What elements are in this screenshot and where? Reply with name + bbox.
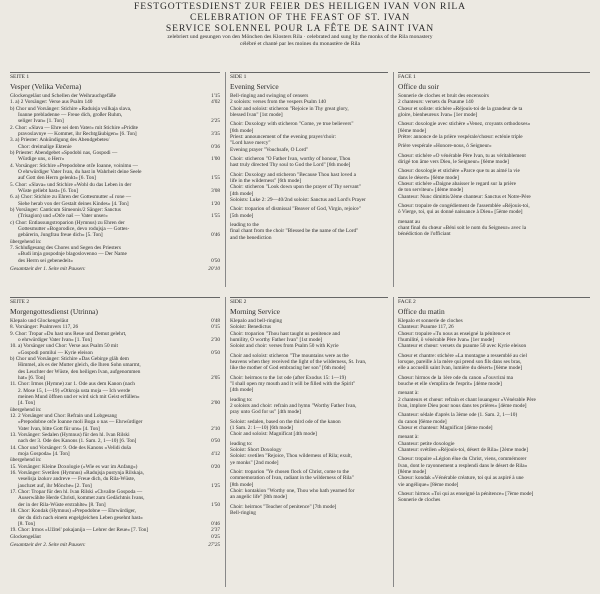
- track-line: [230, 235, 388, 241]
- track-text: der du dich nach einem engelgleichen Leben gesehnt hast«: [18, 514, 143, 521]
- column-divider: [393, 297, 394, 587]
- total-time: Gesamtzeit der 2. Seite mit Pausen: 27'25: [10, 541, 220, 548]
- track-text: übergehend in:: [10, 457, 42, 464]
- section-title: Evening Service: [230, 82, 279, 92]
- track-text: Choir: Doxology and sticheron "Because Thou hast loved a: [230, 171, 356, 178]
- track-text: Choir: kontakion "Worthy one, Thou who hath yearned for: [230, 488, 355, 495]
- track-duration: 0'20: [211, 463, 220, 470]
- track-duration: 2'00: [211, 400, 220, 407]
- track-text: 5. Chor: »Slava« und Stichire »Wohl du das Leben in der: [10, 181, 132, 188]
- track-text: hat« [6. Ton]: [18, 374, 46, 381]
- track-duration: 0'50: [211, 349, 220, 356]
- track-text: »Gospodi pomilui — Kyrie eleison: [18, 349, 93, 356]
- subtitle-fr: célébré et chanté par les moines du monastère de Rila: [239, 41, 361, 47]
- section-title: Morning Service: [230, 307, 280, 317]
- track-text: Wüste geliebt hast« [6. Ton]: [18, 188, 78, 194]
- track-text: c) Chor: Entlassungstroparion (Hymnus) zu Ehren der: [10, 219, 125, 226]
- track-text: Choir and soloist: sticheron "The mountains were as the: [230, 352, 349, 359]
- track-text: übergehend in:: [10, 238, 42, 245]
- track-text: 1. a) 2 Vorsänger: Verse aus Psalm 140: [10, 99, 93, 106]
- track-text: (1 Sam. 2: 1—10) [6th mode]: [230, 425, 293, 431]
- track-text: des Leuchter der Wüste, den heiligen Ivan, aufgenommen: [18, 368, 141, 375]
- track-text: Choir: troparion "Ye chosen flock of Christ, come to the: [230, 469, 350, 476]
- track-text: auf Gott den Herrn gelenkt« [6. Ton]: [18, 175, 96, 182]
- track-text: Choir: troparion of dismissal "Beaver of God, Virgin, rejoice": [230, 206, 361, 213]
- track-line: [230, 510, 388, 516]
- track-text: [8ème mode]: [398, 469, 427, 476]
- section-title: Office du soir: [398, 82, 439, 92]
- track-text: Bell-ringing: [230, 510, 256, 517]
- track-text: 11. Chor: Irmos (Hymne) zur 1. Ode aus dem Kanon (nach: [10, 381, 135, 388]
- track-text: 3. a) Priester: Ankündigung des Abendgebetes/: [10, 137, 110, 144]
- track-text: Priest: announcement of the evening prayer/choir:: [230, 133, 337, 140]
- track-text: Würdige uns, o Herr«: [18, 156, 65, 163]
- track-text: 19. Chor: Irmos »Užitel' pokajanija — Lehrer der Reue« [7. Ton]: [10, 527, 149, 534]
- total-time: Gesamtzeit der 1. Seite mit Pausen: 20'10: [10, 266, 220, 273]
- track-lines: [398, 93, 590, 238]
- track-text: Soloist: Short Doxology: [230, 447, 282, 454]
- track-text: Ioanne prebladenne — Freue dich, großer Ruhm,: [18, 111, 123, 118]
- track-text: b) Chor und Vorsänger: Stichire »Das Gebirge gläh dem: [10, 355, 129, 362]
- track-text: Chœur: hirmos de la 1ère ode du canon «J'ouvrirai ma: [398, 374, 513, 381]
- track-list-german-side-1: [10, 72, 220, 272]
- track-text: meinen Mund öffnen und er wird sich mit Geist erfüllen«: [18, 393, 140, 400]
- track-text: Chœur: stichère «Daigne abaisser le regard sur la prière: [398, 180, 516, 187]
- track-text: Choir: heirmos "Teacher of penitence" [7th mode]: [230, 503, 337, 510]
- track-duration: 1'15: [211, 92, 220, 99]
- track-text: 2 soloists and choir: refrain and hymn "Worthy Father Ivan,: [230, 402, 357, 409]
- track-text: Prière vespérale «Honore-nous, ô Seigneur»: [398, 143, 492, 150]
- track-duration: 1'55: [211, 213, 220, 220]
- track-duration: 0'15: [211, 324, 220, 331]
- track-duration: 3'35: [211, 130, 220, 137]
- track-text: nach der 3. Ode des Kanons (1. Sam. 2, 1—10) [6. Ton]: [18, 438, 137, 445]
- track-text: »Budi imja gospodnje blagoslovenno — Der Name: [18, 251, 127, 258]
- track-text: Chor: dreimalige Ektenie: [18, 143, 72, 150]
- track-duration: 0'36: [211, 143, 220, 150]
- track-text: bénédiction de l'officiant: [398, 231, 451, 238]
- track-text: ye monks" [2nd mode]: [230, 459, 279, 466]
- track-duration: 0'48: [211, 317, 220, 324]
- track-text: 16. Vorsänger: Svetilen (Hymnus) »Radujsja pustynja Rilskaja,: [10, 470, 144, 477]
- track-text: Chanteur: sédale d'après la 3ème ode (1. Sam. 2, 1—10): [398, 412, 518, 419]
- track-lines: [230, 93, 388, 241]
- track-text: Choir: sticheron "Look down upon the prayer of Thy servant": [230, 184, 361, 191]
- track-text: life in the wilderness" [6th mode]: [230, 177, 302, 184]
- track-text: Ivan, implore Dieu pour nous dans tes prières» [4ème mode]: [398, 402, 527, 409]
- section-title: Office du matin: [398, 307, 445, 317]
- side-label: SIDE 2: [230, 297, 388, 305]
- track-duration: 4'12: [211, 451, 220, 458]
- track-text: Chanteur: Psaume 117, 26: [398, 324, 454, 331]
- track-text: Chœur: tropaire «Tu nous as enseigné la pénitence et: [398, 330, 511, 337]
- track-duration: 1'55: [211, 175, 220, 182]
- track-text: seliger Ivan« [1. Ton]: [18, 118, 64, 125]
- track-text: Chœur: doxologie et stichère «Parce que tu as aimé la vie: [398, 168, 520, 175]
- track-duration: 2'37: [211, 527, 220, 534]
- track-text: Choir and soloist: Magnificat [4th mode]: [230, 431, 317, 438]
- track-text: l'humilité, ô vénérable Père Ivan» [1er mode]: [398, 336, 495, 343]
- track-text: 12. 2 Vorsänger und Chor: Refrain und Lobgesang: [10, 413, 117, 419]
- track-text: like the mother of God embracing her son" [6th mode]: [230, 365, 346, 372]
- track-text: 9. Chor: Tropar »Du hast uns Reue und Demut gelehrt,: [10, 330, 127, 337]
- track-text: Chœur: doxologie avec stichère «Venez, croyants orthodoxes»: [398, 121, 531, 128]
- track-duration: 2'30: [211, 336, 220, 343]
- track-line: [398, 497, 590, 503]
- track-text: des Herrn sei gebenedeit«: [18, 257, 73, 264]
- track-text: menant à:: [398, 434, 419, 441]
- track-text: Chœur: tropaire de congédiement de l'assemblée «Réjouis-toi,: [398, 203, 530, 209]
- track-text: Gottesmutter »Bogorodice, devo rodujsja — Gottes-: [18, 226, 130, 233]
- track-text: Klepalo et sonnerie de cloches: [398, 317, 463, 324]
- track-text: b) Vorsänger: Canticum Simeonis/2 Sänger: Sanctus: [10, 207, 121, 214]
- track-text: Glockengeläut und Schellen der Weihrauchgefäße: [10, 92, 116, 99]
- side-label: FACE 2: [398, 297, 590, 305]
- column-divider: [225, 297, 226, 587]
- page-header: [10, 0, 590, 48]
- track-text: [6th mode]: [230, 127, 254, 134]
- track-text: [5th mode]: [230, 212, 254, 219]
- track-text: 13. Vorsänger: Sedalen (Hymnus) für den hl. Ivan Rilski: [10, 432, 130, 439]
- track-text: Chœur et soliste: stichère «Réjouis-toi de la grandeur de ta: [398, 105, 523, 112]
- track-duration: 3'08: [211, 188, 220, 194]
- track-text: moja Gospoda« [4. Ton]: [18, 451, 70, 458]
- title-french: SERVICE SOLENNEL POUR LA FÊTE DE SAINT IVAN: [165, 23, 435, 34]
- track-text: 4. Vorsänger: Stichire »Prepodobne otče Ioanne, voinimu —: [10, 162, 138, 169]
- track-text: o ehrwürdiger Vater Ivan« [1. Ton]: [18, 336, 92, 343]
- track-duration: 1'25: [211, 482, 220, 489]
- track-lines: [230, 318, 388, 517]
- track-text: bouche et elle s'emplira de l'esprit» [4ème mode]: [398, 380, 502, 387]
- track-text: 7. Schlußgesang des Chores und Segen des Priesters: [10, 245, 121, 252]
- track-line: [230, 197, 388, 203]
- track-text: pravoslavnye — Kommet, ihr Rechtgläubigen« [6. Ton]: [18, 130, 137, 137]
- track-text: heavens when they received the light of the wilderness, St. Ivan,: [230, 358, 367, 365]
- track-lines: [10, 318, 220, 540]
- track-duration: 2'10: [211, 425, 220, 432]
- track-duration: 1'50: [211, 501, 220, 508]
- track-text: Himmel, als es der Mutter gleich, die Ihren Sohn umarmt,: [18, 362, 141, 369]
- track-text: Glockengeläut: [10, 533, 41, 540]
- track-text: 2. Chor: »Slava — Ehre sei dem Vater« mit Stichire »Pridite: [10, 124, 139, 131]
- track-text: Evening prayer "Vouchsafe, O Lord": [230, 146, 309, 153]
- track-text: b) Priester: Abendgebet »Spodobi nas, Gospodi —: [10, 149, 118, 156]
- track-text: Soloists: Luke 2: 29—40/2nd soloist: Sanctus and Lord's Prayer: [230, 197, 366, 203]
- track-text: b) Chor und Vorsänger: Stichire »Raduisja vsilkaja slava,: [10, 105, 132, 112]
- side-label: FACE 1: [398, 72, 590, 80]
- track-text: menant à:: [398, 390, 419, 397]
- track-text: Bell-ringing and swinging of censers: [230, 92, 309, 99]
- track-lines: [398, 318, 590, 504]
- track-text: humility, O worthy Father Ivan" [1st mode]: [230, 336, 323, 343]
- track-text: jauchzet auf, ihr Mönche« [2. Ton]: [18, 482, 92, 489]
- track-text: ô Vierge, toi, qui as donné naissance à Dieu» [5ème mode]: [398, 209, 523, 216]
- track-duration: 2'05: [211, 374, 220, 381]
- track-list-french-side-2: [398, 297, 590, 504]
- track-text: dans le désert» [6ème mode]: [398, 174, 459, 181]
- track-text: 2 chanteurs et chœur: refrain et chant louangeur «Vénérable Père: [398, 396, 536, 403]
- track-text: and the benediction: [230, 234, 272, 241]
- track-text: [8. Ton]: [18, 520, 35, 527]
- track-text: gloire, bienheureux Ivan» [1er mode]: [398, 111, 478, 118]
- track-text: O ehrwürdiger Vater Ivan, du hast in Wahrheit deine Seele: [18, 168, 142, 175]
- track-text: (Trisagion) und »Otče naš — Vater unser«: [18, 213, 108, 220]
- track-text: der in der Rila-Wüste erstrahlte« [8. Ton]: [18, 501, 106, 508]
- track-text: elle a accueilli saint Ivan, lumière du désert» [6ème mode]: [398, 365, 523, 372]
- track-text: vie angélique» [8ème mode]: [398, 481, 459, 488]
- track-text: Prêtre: annonce de la prière vespérale/chœur: ecténie triple: [398, 133, 523, 140]
- subtitle-de-en: zelebriert und gesungen von den Mönchen des Klosters Rila · celebrated and sung by the monks of the Rila monastery: [167, 34, 433, 40]
- side-label: SEITE 1: [10, 72, 220, 80]
- track-text: Chanteur: Nunc dimittis/2ème chanteur: Sanctus et Notre-Père: [398, 193, 531, 200]
- track-duration: 4'02: [211, 99, 220, 106]
- track-text: final chant from the choir "Blessed be the name of the Lord": [230, 228, 359, 235]
- track-text: hast truly directed Thy soul to God the Lord" [6th mode]: [230, 162, 351, 169]
- track-text: 2 chanteurs: versets du Psaume 140: [398, 99, 474, 106]
- column-divider: [225, 72, 226, 287]
- track-text: Chœur et chantre: stichère «La montagne a ressemblé au ciel: [398, 352, 527, 359]
- track-text: Auserwählte Herde Christi, kommet zum Gedächtnis Ivans,: [18, 495, 145, 502]
- track-text: blessed Ivan" [1st mode]: [230, 111, 283, 118]
- track-text: 2. Mose 15, 1—19) »Otkroja usta moja — Ich werde: [18, 387, 131, 394]
- track-text: Choir: Doxology with sticheron "Come, ye true believers": [230, 121, 354, 128]
- track-text: [4th mode]: [230, 387, 254, 394]
- track-list-english-side-2: [230, 297, 388, 516]
- section-title: Morgengottesdienst (Utrinna): [10, 307, 98, 317]
- track-text: Chœur: tropaire «Légion élue du Christ, viens, commémorer: [398, 456, 527, 463]
- track-text: [4. Ton]: [18, 400, 35, 407]
- section-title: Vesper (Velika Večerna): [10, 82, 82, 92]
- track-text: Klepalo and bell-ringing: [230, 317, 283, 324]
- track-text: Choir: heirmos to the 1st ode (after Exodus 15: 1—19): [230, 374, 347, 381]
- track-text: "I shall open my mouth and it will be filled with the Spirit": [230, 380, 356, 387]
- track-text: du canon [6ème mode]: [398, 418, 447, 425]
- track-text: veselisja izokov andreve — Freue dich, du Rila-Wüste,: [18, 476, 136, 483]
- track-text: Sonnerie de cloches et bruit des encensoirs: [398, 92, 489, 99]
- track-text: Ivan, dont le rayonnement a resplendi dans le désert de Rila»: [398, 462, 528, 469]
- track-text: an angelic life" [8th mode]: [230, 494, 287, 501]
- track-text: Chœur: stichère «O vénérable Père Ivan, tu as véritablement: [398, 152, 526, 159]
- track-text: Soloist: sedalen, based on the third ode of the kanon: [230, 418, 341, 425]
- title-english: CELEBRATION OF THE FEAST OF ST. IVAN: [189, 12, 411, 23]
- side-label: SIDE 1: [230, 72, 388, 80]
- track-text: Siehe herab von der Gestalt deines Kindes« [4. Ton]: [18, 200, 129, 207]
- track-text: 15. Vorsänger: Kleine Doxologie (»Wie es war im Anfang«): [10, 463, 138, 470]
- track-text: Soloist: Benedictus: [230, 324, 272, 331]
- side-label: SEITE 2: [10, 297, 220, 305]
- track-text: [4th mode]: [230, 190, 254, 197]
- track-text: gebärerin, Jungfrau freue dich« [5. Ton]: [18, 232, 103, 239]
- track-text: Chanteur: svétilen «Réjouis-toi, désert de Rila» [2ème mode]: [398, 447, 529, 454]
- track-list-german-side-2: [10, 297, 220, 548]
- track-text: Vater Ivan, bitte Gott für uns« [4. Ton]: [18, 425, 100, 432]
- track-text: Sonnerie de cloches: [398, 497, 441, 504]
- track-duration: 0'50: [211, 257, 220, 264]
- track-line: [10, 258, 220, 264]
- column-divider: [393, 72, 394, 287]
- track-duration: 0'50: [211, 438, 220, 445]
- track-list-english-side-1: [230, 72, 388, 241]
- track-text: Soloist and choir: verses from Psalm 50 with Kyrie: [230, 343, 339, 350]
- track-text: Soloist: svetilen "Rejoice, Thou wilderness of Rila; exult,: [230, 453, 352, 460]
- track-text: leading to the: [230, 222, 259, 229]
- track-text: "Lord have mercy": [230, 140, 271, 147]
- track-text: 18. Chor: Kondak (Hymnus) »Prepodobne — Ehrwürdiger,: [10, 508, 137, 515]
- track-list-french-side-1: [398, 72, 590, 238]
- track-text: [6ème mode]: [398, 127, 427, 134]
- track-text: 8. Vorsänger: Psalmvers 117, 26: [10, 324, 79, 331]
- track-text: leading to:: [230, 440, 253, 447]
- track-text: Chanteur: petite doxologie: [398, 440, 455, 447]
- track-text: Choir: troparion "Thou hast taught us penitence and: [230, 330, 340, 337]
- track-text: übergehend in:: [10, 406, 42, 413]
- track-line: [10, 534, 220, 540]
- track-text: Chœur: kondak «Vénérable créature, toi qui as aspiré à une: [398, 475, 524, 482]
- track-duration: 2'25: [211, 118, 220, 125]
- track-text: Chœur: hirmos «Toi qui as enseigné la pénitence» [7ème mode]: [398, 491, 534, 498]
- track-text: chant final du chœur «Béni soit le nom du Seigneur» avec la: [398, 225, 527, 232]
- track-text: dirigé ton âme vers Dieu, le Seigneur» [6ème mode]: [398, 158, 510, 165]
- track-duration: 1'00: [211, 156, 220, 163]
- track-text: menant au: [398, 218, 420, 225]
- track-duration: 0'46: [211, 520, 220, 527]
- track-duration: 0'46: [211, 232, 220, 239]
- track-text: 2 soloists: verses from the vespers Psalm 140: [230, 99, 327, 106]
- track-lines: [10, 93, 220, 264]
- title-german: FESTGOTTESDIENST ZUR FEIER DES HEILIGEN IVAN VON RILA: [133, 1, 467, 12]
- track-text: 6. a) Chor: Stichire zu Ehren der Gottesmutter »I rone —: [10, 194, 132, 201]
- track-text: Choir: sticheron "O Father Ivan, worthy of honour, Thou: [230, 155, 351, 162]
- track-text: commemoration of Ivan, radiant in the wilderness of Rila": [230, 475, 354, 482]
- track-text: [8th mode]: [230, 481, 254, 488]
- track-text: pray unto God for us" [4th mode]: [230, 409, 302, 416]
- track-text: Choir and soloist: sticheron "Rejoice in Thy great glory,: [230, 105, 349, 112]
- track-text: »Prepodobne otče Ioanne moli Boga o nas — Ehrwürdiger: [18, 419, 143, 426]
- track-text: leading to:: [230, 396, 253, 403]
- track-text: Chanteur et chœur: versets du psaume 50 avec Kyrie eleison: [398, 343, 527, 350]
- track-text: 14. Chor und Vorsänger: 9. Ode des Kanons »Velidi duša: [10, 444, 131, 451]
- track-duration: 1'20: [211, 200, 220, 207]
- track-text: de ton serviteur» [4ème mode]: [398, 187, 464, 194]
- track-duration: 0'25: [211, 533, 220, 540]
- track-text: 17. Chor: Tropar für den hl. Ivan Rilski »Chvalite Gospoda —: [10, 489, 143, 496]
- track-text: lorsque, pareille à la mère qui prend son fils dans ses bras,: [398, 358, 522, 365]
- track-text: Chœur et chanteur: Magnificat [4ème mode]: [398, 425, 493, 431]
- track-text: Klepalo und Glockengeläut: [10, 317, 69, 324]
- track-text: 10. a) Vorsänger und Chor: Verse aus Psalm 50 mit: [10, 343, 118, 350]
- track-line: [398, 231, 590, 237]
